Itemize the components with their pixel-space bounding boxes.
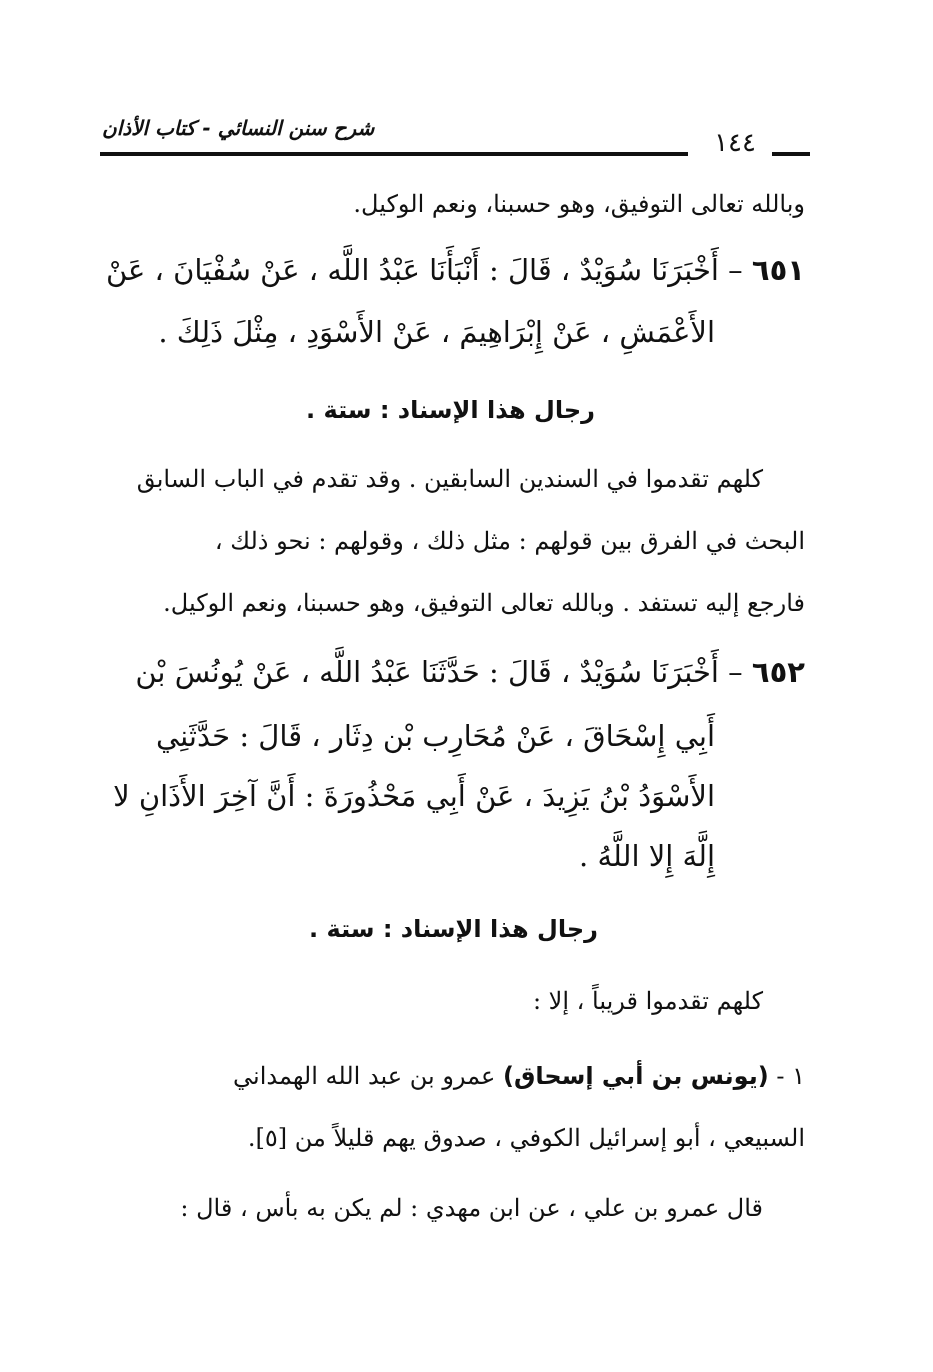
paragraph-line: البحث في الفرق بين قولهم : مثل ذلك ، وقولهم : نحو ذلك ،: [214, 527, 805, 555]
page-number: ١٤٤: [714, 128, 756, 158]
paragraph-line: قال عمرو بن علي ، عن ابن مهدي : لم يكن به بأس ، قال :: [180, 1194, 763, 1222]
hadith-651-line-1: [106, 253, 805, 287]
hadith-number: ٦٥١: [751, 253, 805, 287]
closing-line: وبالله تعالى التوفيق، وهو حسبنا، ونعم الوكيل.: [353, 190, 805, 218]
hadith-652-line-3: الأَسْوَدُ بْنُ يَزِيدَ ، عَنْ أَبِي مَحْذُورَةَ : أَنَّ آخِرَ الأَذَانِ لا: [113, 779, 715, 813]
section-heading: رجال هذا الإسناد : ستة .: [309, 915, 598, 943]
narrator-name: (يونس بن أبي إسحاق): [502, 1062, 769, 1090]
header-dash: [772, 152, 810, 156]
hadith-dash: –: [718, 655, 743, 689]
hadith-dash: –: [718, 253, 743, 287]
narrator-entry-line-2: السبيعي ، أبو إسرائيل الكوفي ، صدوق يهم قليلاً من [٥].: [247, 1124, 805, 1152]
paragraph-line: كلهم تقدموا في السندين السابقين . وقد تقدم في الباب السابق: [136, 465, 763, 493]
hadith-652-line-4: إِلَّهَ إِلا اللَّهُ .: [579, 839, 715, 873]
entry-number: ١ -: [776, 1062, 805, 1090]
narrator-entry-line-1: [233, 1062, 805, 1090]
section-heading: رجال هذا الإسناد : ستة .: [306, 396, 595, 424]
header-rule: [100, 152, 688, 156]
running-title: شرح سنن النسائي - كتاب الأذان: [102, 116, 375, 140]
hadith-text: أَخْبَرَنَا سُوَيْدٌ ، قَالَ : حَدَّثَنَا عَبْدُ اللَّه ، عَنْ يُونُسَ بْن: [135, 655, 719, 689]
paragraph-line: فارجع إليه تستفد . وبالله تعالى التوفيق، وهو حسبنا، ونعم الوكيل.: [163, 589, 805, 617]
hadith-652-line-1: [135, 655, 805, 689]
hadith-652-line-2: أَبِي إِسْحَاقَ ، عَنْ مُحَارِب بْن دِثَار ، قَالَ : حَدَّثَنِي: [155, 719, 715, 753]
page-header: [100, 108, 810, 158]
entry-text: عمرو بن عبد الله الهمداني: [233, 1062, 496, 1090]
paragraph-line: كلهم تقدموا قريباً ، إلا :: [532, 987, 763, 1015]
hadith-text: أَخْبَرَنَا سُوَيْدٌ ، قَالَ : أَنْبَأَنَا عَبْدُ اللَّه ، عَنْ سُفْيَانَ ، عَنْ: [105, 253, 719, 287]
hadith-number: ٦٥٢: [751, 655, 805, 689]
hadith-651-line-2: الأَعْمَشِ ، عَنْ إِبْرَاهِيمَ ، عَنْ الأَسْوَدِ ، مِثْلَ ذَلِكَ .: [158, 315, 715, 349]
